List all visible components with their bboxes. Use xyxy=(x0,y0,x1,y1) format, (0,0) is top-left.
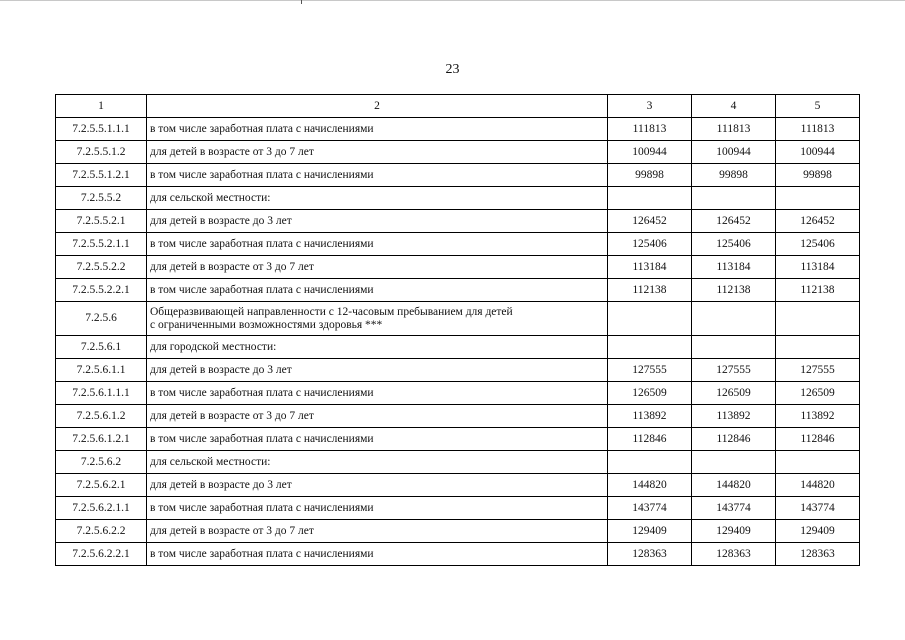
row-code: 7.2.5.6.2.2.1 xyxy=(56,543,147,566)
row-code: 7.2.5.5.2 xyxy=(56,187,147,210)
row-value-c4: 113892 xyxy=(692,405,776,428)
row-value-c5: 113892 xyxy=(776,405,860,428)
row-description-line: в том числе заработная плата с начислениями xyxy=(150,386,374,399)
table-row xyxy=(56,256,860,279)
row-value-c5: 111813 xyxy=(776,118,860,141)
row-description-line: для детей в возрасте от 3 до 7 лет xyxy=(150,524,314,537)
header-cell-col2: 2 xyxy=(147,95,608,118)
row-value-c3: 100944 xyxy=(608,141,692,164)
row-value-c3: 127555 xyxy=(608,359,692,382)
row-value-c4: 113184 xyxy=(692,256,776,279)
row-value-c3: 111813 xyxy=(608,118,692,141)
row-description-line: для сельской местности: xyxy=(150,191,271,204)
row-value-c5: 126452 xyxy=(776,210,860,233)
row-description-line: для сельской местности: xyxy=(150,455,271,468)
row-value-c5 xyxy=(776,336,860,359)
table-row xyxy=(56,141,860,164)
row-value-c3: 128363 xyxy=(608,543,692,566)
row-code: 7.2.5.6.1.2.1 xyxy=(56,428,147,451)
row-description xyxy=(147,382,608,405)
row-code: 7.2.5.6.1.1 xyxy=(56,359,147,382)
row-value-c4: 112138 xyxy=(692,279,776,302)
row-value-c3: 112138 xyxy=(608,279,692,302)
row-value-c4 xyxy=(692,336,776,359)
row-value-c3 xyxy=(608,451,692,474)
row-description xyxy=(147,141,608,164)
table-body xyxy=(56,95,860,566)
row-code: 7.2.5.6.1.2 xyxy=(56,405,147,428)
row-value-c5: 125406 xyxy=(776,233,860,256)
row-code: 7.2.5.5.1.2.1 xyxy=(56,164,147,187)
row-description-line: для детей в возрасте до 3 лет xyxy=(150,363,292,376)
row-value-c5: 112138 xyxy=(776,279,860,302)
row-value-c4: 128363 xyxy=(692,543,776,566)
row-description-line: Общеразвивающей направленности с 12-часовым пребыванием для детей xyxy=(150,305,513,318)
row-description-line: для городской местности: xyxy=(150,340,277,353)
row-code: 7.2.5.6.2 xyxy=(56,451,147,474)
row-description-line: для детей в возрасте от 3 до 7 лет xyxy=(150,145,314,158)
scan-mark xyxy=(301,0,302,4)
row-description xyxy=(147,474,608,497)
row-value-c3: 113892 xyxy=(608,405,692,428)
row-description-line: в том числе заработная плата с начислениями xyxy=(150,547,374,560)
row-value-c5 xyxy=(776,451,860,474)
row-description-line: с ограниченными возможностями здоровья *** xyxy=(150,318,383,331)
row-value-c4: 144820 xyxy=(692,474,776,497)
row-value-c3 xyxy=(608,187,692,210)
header-cell-col5: 5 xyxy=(776,95,860,118)
table-row xyxy=(56,210,860,233)
table-row xyxy=(56,118,860,141)
row-description xyxy=(147,279,608,302)
row-code: 7.2.5.6 xyxy=(56,302,147,336)
row-value-c4 xyxy=(692,451,776,474)
row-value-c5: 127555 xyxy=(776,359,860,382)
row-value-c5: 113184 xyxy=(776,256,860,279)
row-code: 7.2.5.6.1 xyxy=(56,336,147,359)
row-description xyxy=(147,428,608,451)
row-description xyxy=(147,302,608,336)
row-value-c3 xyxy=(608,302,692,336)
row-value-c3: 144820 xyxy=(608,474,692,497)
row-value-c5: 100944 xyxy=(776,141,860,164)
row-value-c4: 111813 xyxy=(692,118,776,141)
row-description-line: в том числе заработная плата с начислениями xyxy=(150,432,374,445)
row-value-c4: 112846 xyxy=(692,428,776,451)
row-code: 7.2.5.6.2.2 xyxy=(56,520,147,543)
row-code: 7.2.5.5.2.2 xyxy=(56,256,147,279)
row-code: 7.2.5.5.1.2 xyxy=(56,141,147,164)
row-description-line: в том числе заработная плата с начислениями xyxy=(150,501,374,514)
row-description xyxy=(147,497,608,520)
scan-top-edge xyxy=(0,0,905,4)
row-code: 7.2.5.5.2.1 xyxy=(56,210,147,233)
row-value-c3: 125406 xyxy=(608,233,692,256)
row-description xyxy=(147,451,608,474)
row-value-c5: 126509 xyxy=(776,382,860,405)
row-value-c5: 129409 xyxy=(776,520,860,543)
row-description xyxy=(147,118,608,141)
row-code: 7.2.5.5.2.1.1 xyxy=(56,233,147,256)
row-description-line: для детей в возрасте от 3 до 7 лет xyxy=(150,260,314,273)
row-description-line: в том числе заработная плата с начислениями xyxy=(150,237,374,250)
row-value-c5 xyxy=(776,187,860,210)
table-row xyxy=(56,451,860,474)
row-code: 7.2.5.6.2.1.1 xyxy=(56,497,147,520)
table-row xyxy=(56,279,860,302)
row-value-c5: 99898 xyxy=(776,164,860,187)
row-value-c5: 144820 xyxy=(776,474,860,497)
row-value-c4: 126452 xyxy=(692,210,776,233)
table-row xyxy=(56,405,860,428)
row-value-c4: 125406 xyxy=(692,233,776,256)
row-value-c5: 128363 xyxy=(776,543,860,566)
row-value-c3: 143774 xyxy=(608,497,692,520)
row-value-c5: 112846 xyxy=(776,428,860,451)
row-description xyxy=(147,233,608,256)
table-row xyxy=(56,302,860,336)
row-value-c3: 129409 xyxy=(608,520,692,543)
table-row xyxy=(56,336,860,359)
row-description xyxy=(147,256,608,279)
row-description-line: в том числе заработная плата с начислениями xyxy=(150,122,374,135)
table-row xyxy=(56,187,860,210)
row-value-c3: 113184 xyxy=(608,256,692,279)
row-value-c3: 99898 xyxy=(608,164,692,187)
row-description xyxy=(147,520,608,543)
row-code: 7.2.5.5.2.2.1 xyxy=(56,279,147,302)
tariff-table xyxy=(55,94,860,566)
row-description xyxy=(147,359,608,382)
row-value-c4: 143774 xyxy=(692,497,776,520)
row-value-c3: 126509 xyxy=(608,382,692,405)
header-cell-col1: 1 xyxy=(56,95,147,118)
header-cell-col3: 3 xyxy=(608,95,692,118)
row-value-c4 xyxy=(692,302,776,336)
row-description xyxy=(147,187,608,210)
table-header-row xyxy=(56,95,860,118)
row-value-c4: 126509 xyxy=(692,382,776,405)
table-row xyxy=(56,520,860,543)
row-value-c4: 127555 xyxy=(692,359,776,382)
row-description xyxy=(147,210,608,233)
row-value-c3: 112846 xyxy=(608,428,692,451)
row-value-c4: 129409 xyxy=(692,520,776,543)
table-row xyxy=(56,164,860,187)
header-cell-col4: 4 xyxy=(692,95,776,118)
table-row xyxy=(56,382,860,405)
page-number: 23 xyxy=(445,62,460,77)
table-row xyxy=(56,233,860,256)
row-description-line: в том числе заработная плата с начислениями xyxy=(150,168,374,181)
row-value-c4: 100944 xyxy=(692,141,776,164)
row-description-line: для детей в возрасте до 3 лет xyxy=(150,214,292,227)
row-value-c4 xyxy=(692,187,776,210)
row-value-c3: 126452 xyxy=(608,210,692,233)
row-code: 7.2.5.6.2.1 xyxy=(56,474,147,497)
row-description-line: для детей в возрасте до 3 лет xyxy=(150,478,292,491)
row-code: 7.2.5.5.1.1.1 xyxy=(56,118,147,141)
row-code: 7.2.5.6.1.1.1 xyxy=(56,382,147,405)
table-row xyxy=(56,543,860,566)
table-row xyxy=(56,497,860,520)
row-description-line: для детей в возрасте от 3 до 7 лет xyxy=(150,409,314,422)
row-value-c4: 99898 xyxy=(692,164,776,187)
row-description xyxy=(147,405,608,428)
row-description xyxy=(147,543,608,566)
row-value-c5 xyxy=(776,302,860,336)
table-row xyxy=(56,428,860,451)
table-row xyxy=(56,474,860,497)
row-description xyxy=(147,164,608,187)
row-value-c5: 143774 xyxy=(776,497,860,520)
row-description-line: в том числе заработная плата с начислениями xyxy=(150,283,374,296)
table-row xyxy=(56,359,860,382)
row-value-c3 xyxy=(608,336,692,359)
row-description xyxy=(147,336,608,359)
